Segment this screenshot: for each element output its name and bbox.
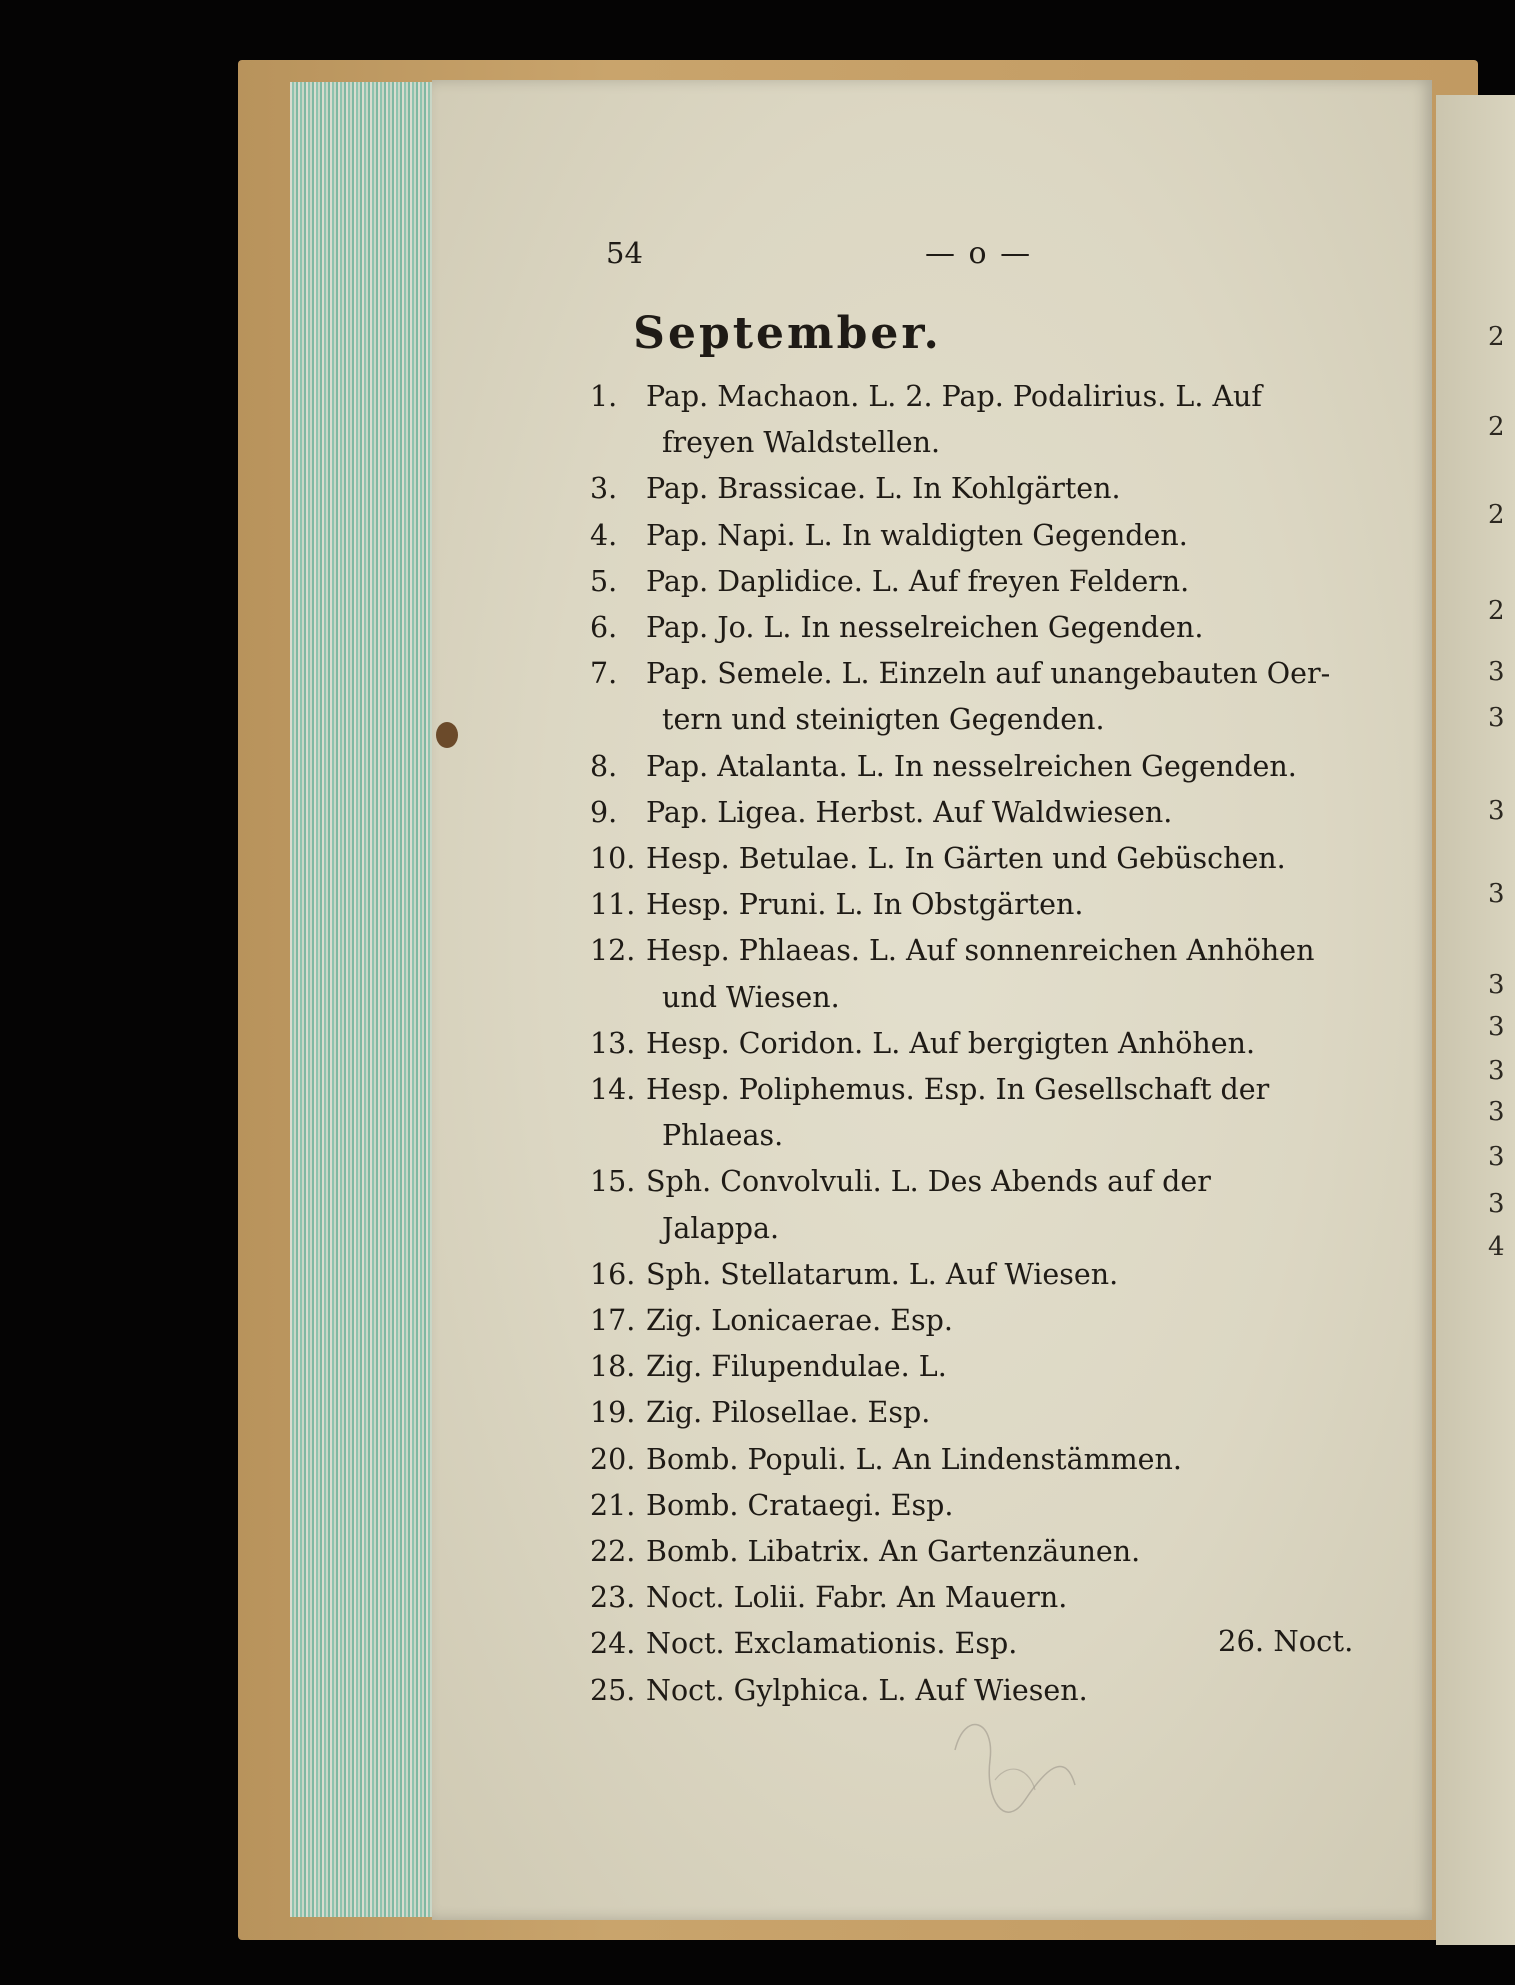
margin-fragment: 4	[1488, 1232, 1505, 1262]
entry-text: Hesp. Betulae. L. In Gärten und Gebüschen.	[646, 842, 1286, 875]
entry-text: Hesp. Coridon. L. Auf bergigten Anhöhen.	[646, 1026, 1256, 1060]
entry-line	[590, 1581, 1068, 1615]
entry-text: Bomb. Libatrix. An Gartenzäunen.	[646, 1535, 1141, 1568]
entry-line	[590, 564, 1190, 598]
entry-line	[590, 611, 1204, 644]
margin-fragment: 3	[1488, 1056, 1505, 1086]
entry-text: Noct. Exclamationis. Esp.	[646, 1627, 1018, 1661]
entry-number: 10.	[590, 842, 636, 875]
entry-text: Bomb. Populi. L. An Lindenstämmen.	[646, 1442, 1182, 1476]
entry-number: 22.	[590, 1535, 636, 1568]
entry-line	[590, 1026, 1256, 1060]
entry-text: Hesp. Pruni. L. In Obstgärten.	[646, 888, 1084, 922]
entry-line	[590, 749, 1297, 783]
entry-text: Sph. Convolvuli. L. Des Abends auf der	[646, 1165, 1211, 1199]
margin-fragment: 3	[1488, 657, 1505, 687]
margin-fragment: 3	[1488, 796, 1505, 826]
entry-text: Hesp. Phlaeas. L. Auf sonnenreichen Anhöhen	[646, 934, 1315, 968]
entry-number: 18.	[590, 1350, 636, 1384]
entry-line	[590, 1673, 1088, 1707]
running-header: — o —	[925, 236, 1033, 271]
entry-number: 23.	[590, 1581, 636, 1615]
entry-number: 13.	[590, 1026, 636, 1060]
entry-text: Bomb. Crataegi. Esp.	[646, 1488, 954, 1522]
margin-fragment: 2	[1488, 322, 1505, 352]
entry-number: 25.	[590, 1673, 636, 1707]
entry-number: 21.	[590, 1488, 636, 1522]
entry-line	[590, 888, 1084, 922]
entry-text: Pap. Napi. L. In waldigten Gegenden.	[646, 518, 1188, 552]
entry-number: 4.	[590, 518, 618, 552]
entry-number: 6.	[590, 611, 618, 644]
entry-number: 5.	[590, 564, 618, 598]
entry-text: Pap. Ligea. Herbst. Auf Waldwiesen.	[646, 795, 1173, 829]
entry-number: 19.	[590, 1396, 636, 1430]
page-number: 54	[606, 236, 643, 270]
entry-line	[590, 1442, 1182, 1476]
margin-fragment: 2	[1488, 596, 1505, 626]
entry-line	[590, 1535, 1141, 1568]
entry-continuation: freyen Waldstellen.	[662, 426, 941, 460]
entry-text: Noct. Gylphica. L. Auf Wiesen.	[646, 1673, 1088, 1707]
entry-text: Zig. Filupendulae. L.	[646, 1350, 947, 1384]
margin-fragment: 3	[1488, 1012, 1505, 1042]
entry-number: 16.	[590, 1257, 636, 1291]
entry-line	[590, 472, 1121, 506]
entry-text: Pap. Brassicae. L. In Kohlgärten.	[646, 472, 1121, 506]
entry-line	[590, 1304, 953, 1337]
entry-number: 9.	[590, 795, 618, 829]
entry-text: Noct. Lolii. Fabr. An Mauern.	[646, 1581, 1068, 1615]
entry-line	[590, 518, 1188, 552]
entry-text: Zig. Lonicaerae. Esp.	[646, 1304, 953, 1337]
entry-line	[590, 1350, 947, 1384]
entry-text: Hesp. Poliphemus. Esp. In Gesellschaft der	[646, 1073, 1270, 1106]
margin-fragment: 2	[1488, 412, 1505, 442]
entry-text: Pap. Jo. L. In nesselreichen Gegenden.	[646, 611, 1204, 644]
entry-line	[590, 1488, 954, 1522]
entry-line	[590, 934, 1315, 968]
margin-fragment: 3	[1488, 970, 1505, 1000]
entry-number: 17.	[590, 1304, 636, 1337]
entry-line	[590, 1257, 1119, 1291]
entry-line	[590, 380, 1262, 413]
margin-fragment: 3	[1488, 1097, 1505, 1127]
entry-continuation: und Wiesen.	[662, 980, 840, 1014]
entry-number: 8.	[590, 749, 618, 783]
margin-fragment: 3	[1488, 703, 1505, 733]
entry-line	[590, 1165, 1211, 1199]
entry-text: Pap. Atalanta. L. In nesselreichen Gegenden.	[646, 749, 1297, 783]
entry-line	[590, 1627, 1018, 1661]
entry-line	[590, 1396, 931, 1430]
entry-number: 11.	[590, 888, 636, 922]
margin-fragment: 3	[1488, 1142, 1505, 1172]
entry-number: 15.	[590, 1165, 636, 1199]
entry-line	[590, 795, 1173, 829]
page-title: September.	[633, 308, 942, 359]
entry-text: Zig. Pilosellae. Esp.	[646, 1396, 931, 1430]
entry-line	[590, 1073, 1270, 1106]
margin-fragment: 3	[1488, 1189, 1505, 1219]
entry-continuation: Phlaeas.	[662, 1119, 784, 1153]
entry-number: 24.	[590, 1627, 636, 1661]
margin-fragment: 3	[1488, 879, 1505, 909]
entry-number: 14.	[590, 1073, 636, 1106]
entry-number: 3.	[590, 472, 618, 506]
entry-number: 12.	[590, 934, 636, 968]
entry-number: 20.	[590, 1442, 636, 1476]
entry-text: Pap. Machaon. L. 2. Pap. Podalirius. L. Auf	[646, 380, 1262, 413]
entry-continuation: tern und steinigten Gegenden.	[662, 703, 1105, 737]
margin-fragment: 2	[1488, 500, 1505, 530]
entry-continuation: Jalappa.	[662, 1211, 780, 1245]
entry-number: 1.	[590, 380, 618, 413]
entry-text: Pap. Daplidice. L. Auf freyen Feldern.	[646, 564, 1190, 598]
entry-text: Sph. Stellatarum. L. Auf Wiesen.	[646, 1257, 1119, 1291]
catchword: 26. Noct.	[1218, 1624, 1354, 1658]
entry-number: 7.	[590, 657, 618, 691]
entry-text: Pap. Semele. L. Einzeln auf unangebauten Oer-	[646, 657, 1331, 691]
entry-line	[590, 657, 1331, 691]
entry-line	[590, 842, 1286, 875]
